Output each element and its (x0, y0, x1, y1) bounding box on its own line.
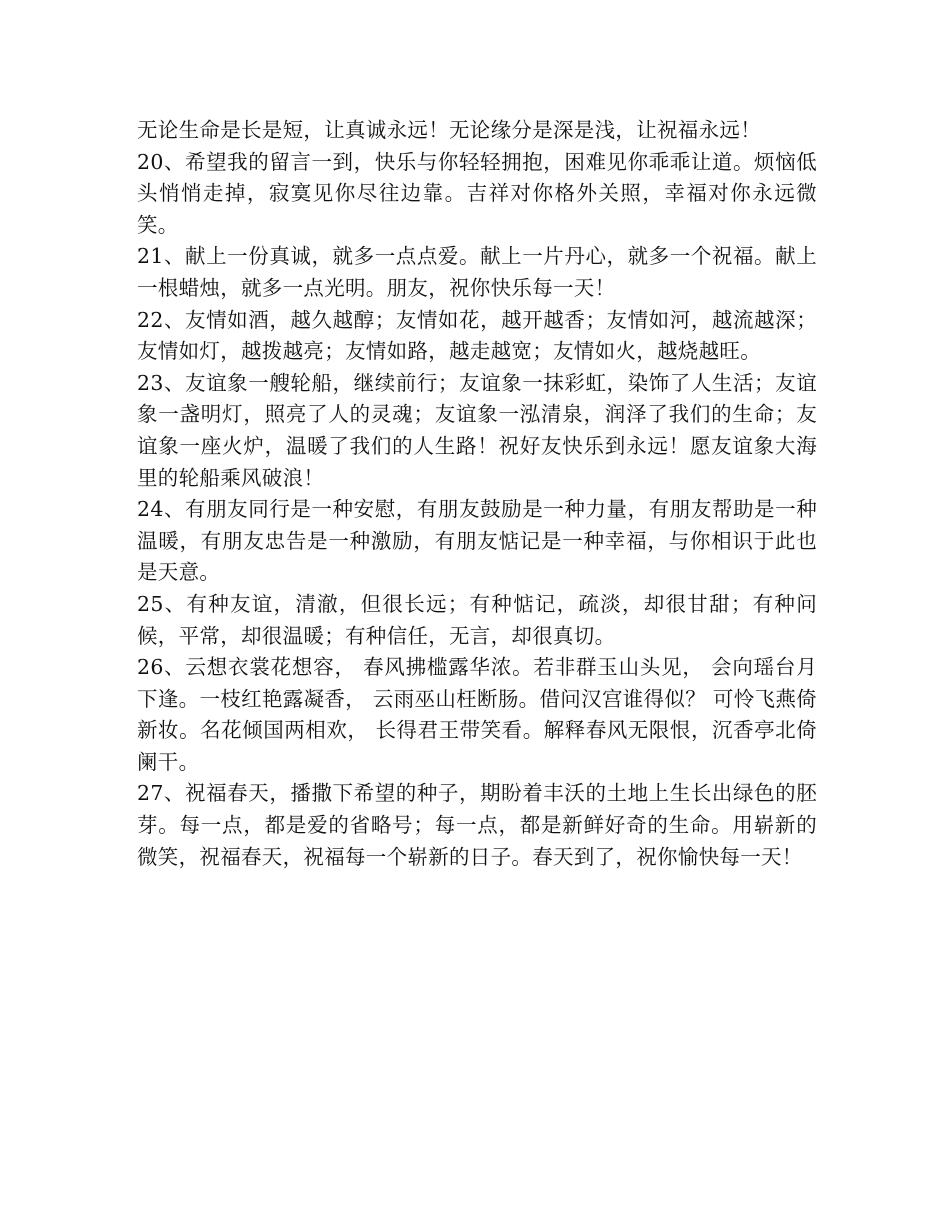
paragraph-24: 24、有朋友同行是一种安慰，有朋友鼓励是一种力量，有朋友帮助是一种温暖，有朋友忠告是一种激励，有朋友惦记是一种幸福，与你相识于此也是天意。 (137, 497, 817, 585)
paragraph-20: 20、希望我的留言一到，快乐与你轻轻拥抱，困难见你乖乖让道。烦恼低头悄悄走掉，寂寞见你尽往边靠。吉祥对你格外关照，幸福对你永远微笑。 (137, 149, 817, 237)
paragraph-26: 26、云想衣裳花想容， 春风拂槛露华浓。若非群玉山头见， 会向瑶台月下逢。一枝红艳露凝香， 云雨巫山枉断肠。借问汉宫谁得似？ 可怜飞燕倚新妆。名花倾国两相欢， 长得君王带笑看。解释春风无限恨，沉香亭北倚阑干。 (137, 655, 817, 774)
paragraph-23: 23、友谊象一艘轮船，继续前行；友谊象一抹彩虹，染饰了人生活；友谊象一盏明灯，照亮了人的灵魂；友谊象一泓清泉，润泽了我们的生命；友谊象一座火炉，温暖了我们的人生路！祝好友快乐到永远！愿友谊象大海里的轮船乘风破浪！ (137, 370, 817, 490)
paragraph-21: 21、献上一份真诚，就多一点点爱。献上一片丹心，就多一个祝福。献上一根蜡烛，就多一点光明。朋友，祝你快乐每一天！ (137, 244, 817, 300)
document-body (137, 115, 817, 873)
paragraph-22: 22、友情如酒，越久越醇；友情如花，越开越香；友情如河，越流越深；友情如灯，越拨越亮；友情如路，越走越宽；友情如火，越烧越旺。 (137, 307, 817, 364)
paragraph-intro: 无论生命是长是短，让真诚永远！无论缘分是深是浅，让祝福永远！ (137, 118, 761, 142)
paragraph-25: 25、有种友谊，清澈，但很长远；有种惦记，疏淡，却很甘甜；有种问候，平常，却很温暖；有种信任，无言，却很真切。 (137, 591, 817, 648)
paragraph-27: 27、祝福春天，播撒下希望的种子，期盼着丰沃的土地上生长出绿色的胚芽。每一点，都是爱的省略号；每一点，都是新鲜好奇的生命。用崭新的微笑，祝福春天，祝福每一个崭新的日子。春天到了，祝你愉快每一天！ (137, 781, 817, 869)
